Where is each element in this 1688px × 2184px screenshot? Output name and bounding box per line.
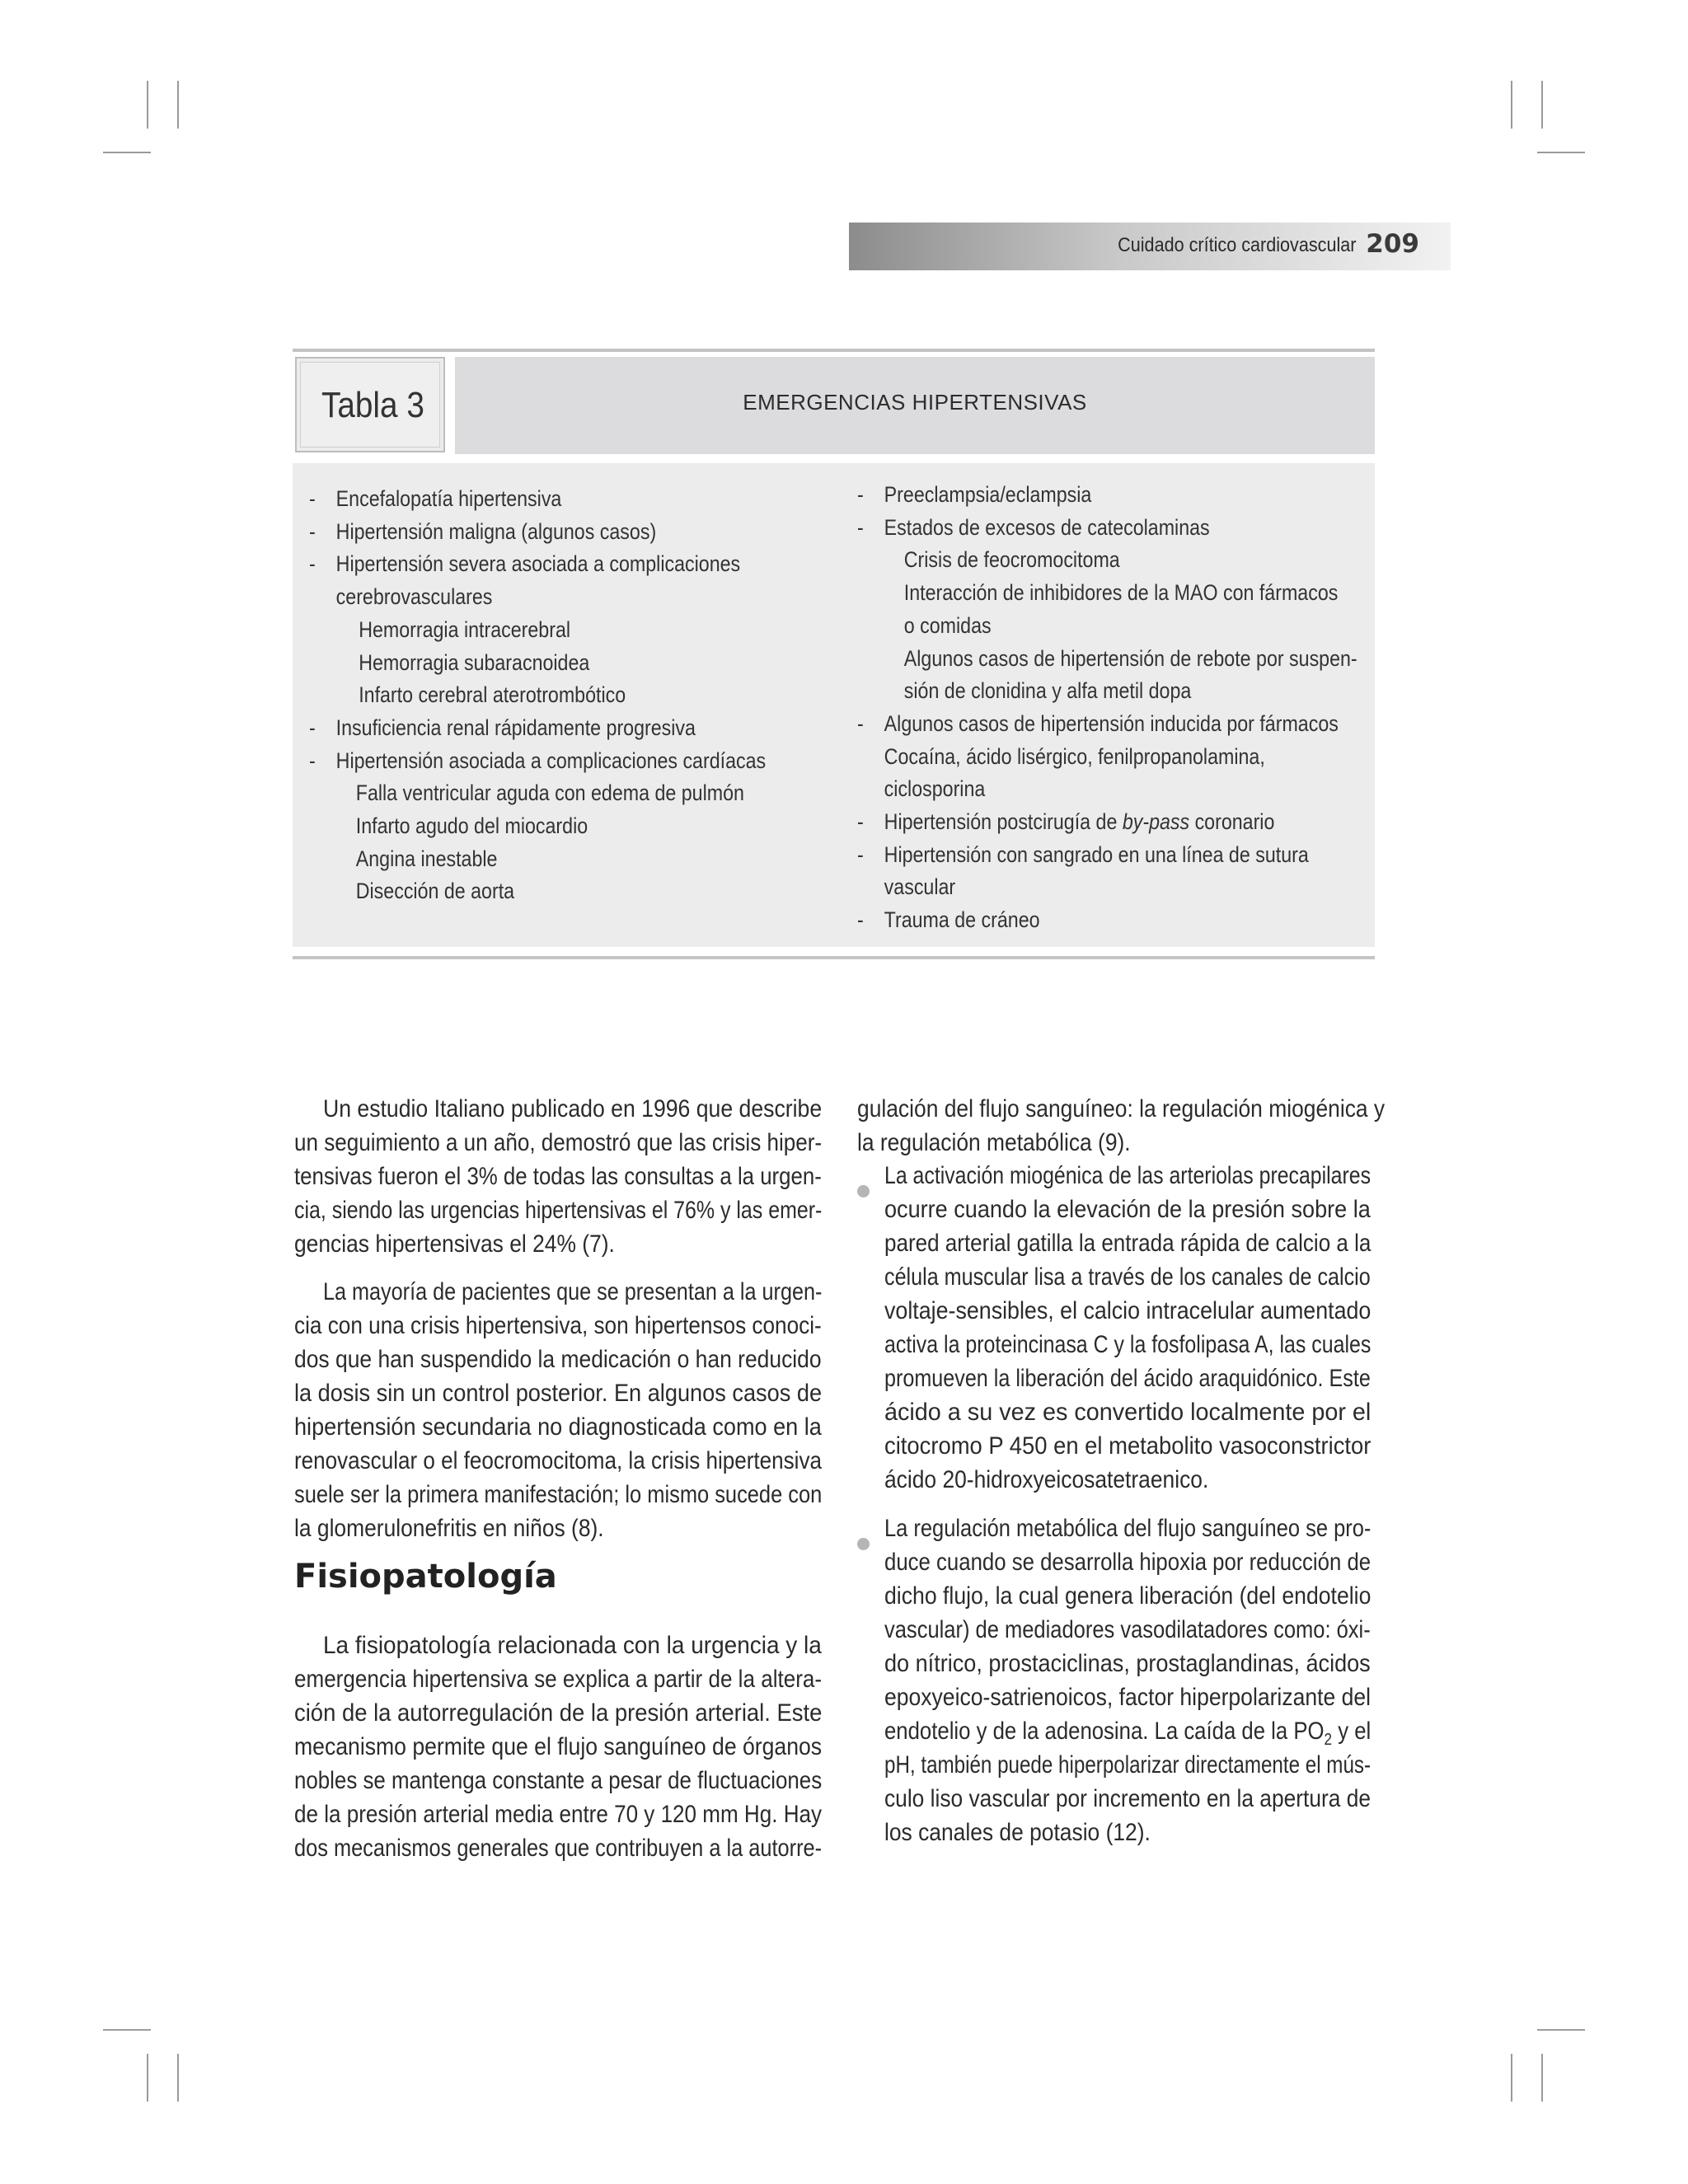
list-item-text: sión de clonidina y alfa metil dopa bbox=[903, 678, 1192, 704]
text-line: epoxyeico-satrienoicos, factor hiperpolarizante del bbox=[884, 1684, 1372, 1711]
list-item-text: Hemorragia subaracnoidea bbox=[359, 649, 590, 675]
text-line: vascular) de mediadores vasodilatadores como: óxi- bbox=[884, 1616, 1371, 1643]
text-line: dicho flujo, la cual genera liberación (del endotelio bbox=[884, 1582, 1372, 1610]
text-line: los canales de potasio (12). bbox=[884, 1819, 1151, 1846]
text-run: Hipertensión postcirugía de bbox=[884, 809, 1123, 834]
paragraph-continuation bbox=[857, 1092, 1385, 1160]
text-line: hipertensión secundaria no diagnosticada como en la bbox=[294, 1413, 822, 1441]
text-line: célula muscular lisa a través de los canales de calcio bbox=[884, 1263, 1371, 1291]
paragraph-fisiopatologia bbox=[294, 1629, 822, 1865]
list-item-text: vascular bbox=[884, 874, 956, 900]
list-dash: - bbox=[309, 748, 316, 773]
text-line: ción de la autorregulación de la presión arterial. Este bbox=[294, 1699, 823, 1727]
text-italic-run: by-pass bbox=[1122, 809, 1190, 834]
list-dash: - bbox=[857, 710, 864, 736]
text-line: la regulación metabólica (9). bbox=[857, 1129, 1131, 1156]
text-line: promueven la liberación del ácido araquidónico. Este bbox=[884, 1365, 1371, 1392]
list-item-text: Hipertensión severa asociada a complicaciones bbox=[335, 551, 741, 577]
text-line: pH, también puede hiperpolarizar directamente el mús- bbox=[884, 1751, 1372, 1779]
list-item-text: Hemorragia intracerebral bbox=[359, 616, 571, 642]
table-label-box bbox=[295, 357, 445, 452]
list-dash: - bbox=[309, 486, 316, 511]
text-line: La fisiopatología relacionada con la urgencia y la bbox=[323, 1632, 822, 1659]
list-item-text: Insuficiencia renal rápidamente progresiva bbox=[335, 715, 696, 740]
list-item-text: Hipertensión maligna (algunos casos) bbox=[335, 518, 657, 544]
text-line: duce cuando se desarrolla hipoxia por reducción de bbox=[884, 1549, 1372, 1576]
list-dash: - bbox=[857, 907, 864, 933]
running-header bbox=[849, 223, 1451, 270]
crop-mark bbox=[103, 2029, 151, 2031]
text-line: un seguimiento a un año, demostró que las crisis hiper- bbox=[294, 1129, 823, 1156]
list-item-text: Estados de excesos de catecolaminas bbox=[884, 514, 1210, 540]
list-item-text: o comidas bbox=[903, 612, 992, 638]
list-item-text: Falla ventricular aguda con edema de pulmón bbox=[355, 780, 744, 806]
list-item-text: Hipertensión asociada a complicaciones cardíacas bbox=[335, 748, 767, 773]
subscript: 2 bbox=[1324, 1731, 1333, 1749]
text-line: nobles se mantenga constante a pesar de fluctuaciones bbox=[294, 1767, 823, 1794]
text-line: La activación miogénica de las arteriolas precapilares bbox=[884, 1162, 1372, 1189]
table-title: EMERGENCIAS HIPERTENSIVAS bbox=[743, 390, 1087, 415]
table-title-bar bbox=[455, 357, 1375, 454]
text-line: renovascular o el feocromocitoma, la crisis hipertensiva bbox=[294, 1447, 822, 1474]
list-item-text: cerebrovasculares bbox=[335, 584, 493, 610]
text-line: voltaje-sensibles, el calcio intracelular aumentado bbox=[884, 1297, 1372, 1324]
list-dash: - bbox=[309, 715, 316, 740]
text-line: emergencia hipertensiva se explica a partir de la altera- bbox=[294, 1666, 823, 1693]
text-line: ácido 20-hidroxyeicosatetraenico. bbox=[884, 1466, 1209, 1493]
list-item-text: Encefalopatía hipertensiva bbox=[335, 486, 562, 511]
text-line: gencias hipertensivas el 24% (7). bbox=[294, 1230, 615, 1258]
bullet-icon bbox=[857, 1538, 870, 1550]
list-dash: - bbox=[309, 551, 316, 577]
list-item-text: Algunos casos de hipertensión inducida por fármacos bbox=[884, 710, 1339, 736]
crop-mark bbox=[177, 81, 179, 129]
text-line: suele ser la primera manifestación; lo mismo sucede con bbox=[294, 1481, 823, 1508]
crop-mark bbox=[1511, 81, 1512, 129]
crop-mark bbox=[147, 81, 148, 129]
list-item-text bbox=[884, 809, 1275, 835]
list-dash: - bbox=[857, 482, 864, 507]
section-heading: Fisiopatología bbox=[294, 1558, 557, 1596]
crop-mark bbox=[1541, 2054, 1543, 2102]
paragraph-second bbox=[294, 1275, 822, 1545]
crop-mark bbox=[103, 152, 151, 153]
text-line: do nítrico, prostaciclinas, prostaglandinas, ácidos bbox=[884, 1650, 1371, 1677]
table-top-rule bbox=[293, 349, 1375, 352]
text-line: La mayoría de pacientes que se presentan a la urgen- bbox=[323, 1278, 823, 1305]
crop-mark bbox=[177, 2054, 179, 2102]
text-line: culo liso vascular por incremento en la apertura de bbox=[884, 1785, 1372, 1812]
table-label: Tabla 3 bbox=[321, 385, 424, 425]
list-item-text: Interacción de inhibidores de la MAO con fármacos bbox=[903, 580, 1339, 606]
text-line bbox=[884, 1718, 1371, 1750]
list-item-text: Infarto cerebral aterotrombótico bbox=[359, 682, 626, 708]
list-dash: - bbox=[857, 841, 864, 867]
list-item-text: Algunos casos de hipertensión de rebote por suspen- bbox=[903, 645, 1357, 671]
text-line: ocurre cuando la elevación de la presión sobre la bbox=[884, 1196, 1371, 1223]
page-number: 209 bbox=[1366, 229, 1419, 259]
text-line: de la presión arterial media entre 70 y 120 mm Hg. Hay bbox=[294, 1801, 823, 1828]
table-bottom-rule bbox=[293, 956, 1375, 959]
text-line: la glomerulonefritis en niños (8). bbox=[294, 1515, 604, 1542]
text-line: pared arterial gatilla la entrada rápida de calcio a la bbox=[884, 1230, 1372, 1257]
text-line: dos mecanismos generales que contribuyen a la autorre- bbox=[294, 1835, 823, 1862]
text-run: coronario bbox=[1189, 809, 1275, 834]
text-run: y el bbox=[1332, 1718, 1372, 1745]
text-line: dos que han suspendido la medicación o han reducido bbox=[294, 1346, 822, 1373]
text-line: mecanismo permite que el flujo sanguíneo de órganos bbox=[294, 1733, 823, 1760]
text-run: endotelio y de la adenosina. La caída de la PO bbox=[884, 1718, 1325, 1745]
table-body bbox=[293, 463, 1375, 947]
text-line: La regulación metabólica del flujo sanguíneo se pro- bbox=[884, 1515, 1372, 1542]
text-line: gulación del flujo sanguíneo: la regulación miogénica y bbox=[857, 1095, 1386, 1122]
text-line: ácido a su vez es convertido localmente por el bbox=[884, 1399, 1372, 1426]
list-item-text: Angina inestable bbox=[355, 846, 498, 871]
list-item-text: ciclosporina bbox=[884, 776, 986, 802]
list-dash: - bbox=[309, 518, 316, 544]
text-line: cia, siendo las urgencias hipertensivas el 76% y las emer- bbox=[294, 1197, 823, 1224]
list-dash: - bbox=[857, 809, 864, 834]
paragraph-intro bbox=[294, 1092, 822, 1261]
list-item-text: Hipertensión con sangrado en una línea de sutura bbox=[884, 841, 1309, 867]
text-line: cia con una crisis hipertensiva, son hipertensos conoci- bbox=[294, 1312, 822, 1339]
crop-mark bbox=[147, 2054, 148, 2102]
crop-mark bbox=[1511, 2054, 1512, 2102]
crop-mark bbox=[1541, 81, 1543, 129]
crop-mark bbox=[1537, 2029, 1585, 2031]
bullet-icon bbox=[857, 1185, 870, 1197]
list-item-text: Trauma de cráneo bbox=[884, 907, 1040, 933]
text-line: tensivas fueron el 3% de todas las consultas a la urgen- bbox=[294, 1163, 822, 1190]
list-item-text: Crisis de feocromocitoma bbox=[903, 547, 1120, 573]
list-dash: - bbox=[857, 514, 864, 540]
text-line: la dosis sin un control posterior. En algunos casos de bbox=[294, 1380, 823, 1407]
list-item-text: Disección de aorta bbox=[355, 879, 515, 904]
text-line: Un estudio Italiano publicado en 1996 que describe bbox=[323, 1095, 823, 1122]
list-item-text: Cocaína, ácido lisérgico, fenilpropanolamina, bbox=[884, 743, 1265, 769]
crop-mark bbox=[1537, 152, 1585, 153]
list-item-text: Infarto agudo del miocardio bbox=[355, 813, 588, 838]
text-line: activa la proteincinasa C y la fosfolipasa A, las cuales bbox=[884, 1331, 1372, 1358]
running-header-title: Cuidado crítico cardiovascular bbox=[1117, 234, 1356, 256]
list-item-text: Preeclampsia/eclampsia bbox=[884, 482, 1092, 507]
text-line: citocromo P 450 en el metabolito vasoconstrictor bbox=[884, 1432, 1372, 1460]
